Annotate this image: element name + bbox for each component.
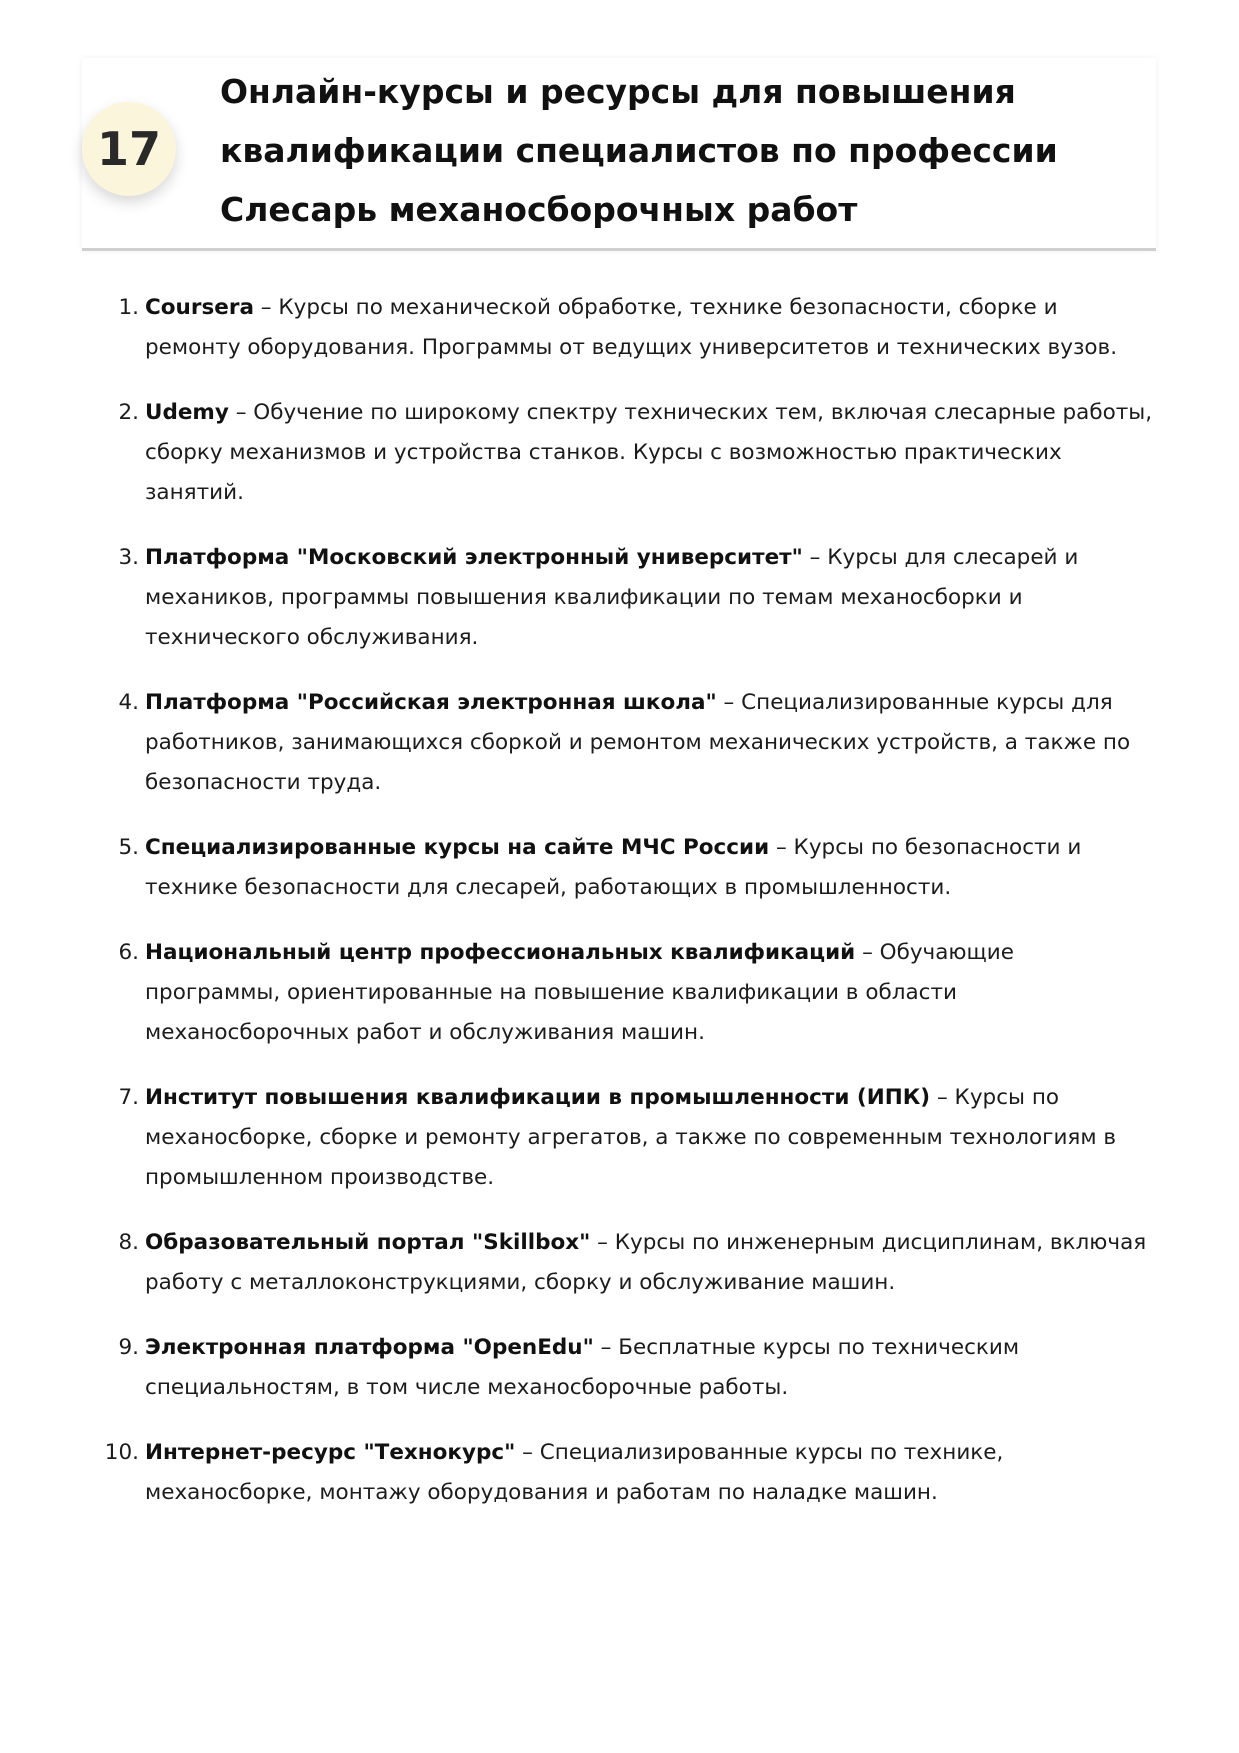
- resource-description: – Обучение по широкому спектру технических тем, включая слесарные работы, сборку механизмов и устройства станков. Курсы с возможностью практических занятий.: [145, 400, 1153, 505]
- item-number: 10.: [104, 1440, 139, 1465]
- item-number: 6.: [118, 940, 139, 965]
- resource-description: – Курсы по безопасности и технике безопасности для слесарей, работающих в промышленности.: [145, 835, 1082, 900]
- list-item: [118, 288, 1155, 368]
- item-number: 3.: [118, 545, 139, 570]
- list-item: [118, 828, 1155, 908]
- list-item: [118, 1223, 1155, 1303]
- resource-description: – Курсы по механической обработке, технике безопасности, сборке и ремонту оборудования. Программы от ведущих университетов и технических вузов.: [145, 295, 1118, 360]
- item-number: 4.: [118, 690, 139, 715]
- title-line: квалификации специалистов по профессии: [220, 131, 1058, 170]
- resource-description: – Курсы по механосборке, сборке и ремонту агрегатов, а также по современным технологиям в промышленном производстве.: [145, 1085, 1117, 1190]
- list-item: [118, 538, 1155, 658]
- chapter-number-badge: 17: [82, 102, 176, 196]
- item-number: 7.: [118, 1085, 139, 1110]
- list-item: [118, 1078, 1155, 1198]
- resource-name: Институт повышения квалификации в промышленности (ИПК): [145, 1085, 931, 1110]
- list-item: [118, 1328, 1155, 1408]
- item-number: 9.: [118, 1335, 139, 1360]
- resource-description: – Обучающие программы, ориентированные на повышение квалификации в области механосборочных работ и обслуживания машин.: [145, 940, 1014, 1045]
- list-item: [104, 1433, 1155, 1513]
- resource-name: Платформа "Московский электронный университет": [145, 545, 803, 570]
- item-number: 5.: [118, 835, 139, 860]
- resource-name: Электронная платформа "OpenEdu": [145, 1335, 594, 1360]
- resource-description: – Специализированные курсы по технике, механосборке, монтажу оборудования и работам по наладке машин.: [145, 1440, 1004, 1505]
- list-item: [118, 683, 1155, 803]
- item-number: 8.: [118, 1230, 139, 1255]
- resource-name: Национальный центр профессиональных квалификаций: [145, 940, 856, 965]
- resource-description: – Специализированные курсы для работников, занимающихся сборкой и ремонтом механических устройств, а также по безопасности труда.: [145, 690, 1131, 795]
- page-title: [220, 62, 1140, 239]
- resource-name: Интернет-ресурс "Технокурс": [145, 1440, 516, 1465]
- resource-name: Образовательный портал "Skillbox": [145, 1230, 591, 1255]
- resource-name: Платформа "Российская электронная школа": [145, 690, 717, 715]
- title-line: Онлайн-курсы и ресурсы для повышения: [220, 72, 1016, 111]
- resource-name: Udemy: [145, 400, 229, 425]
- list-item: [118, 393, 1155, 513]
- title-line: Слесарь механосборочных работ: [220, 190, 858, 229]
- item-number: 2.: [118, 400, 139, 425]
- resource-description: – Курсы по инженерным дисциплинам, включая работу с металлоконструкциями, сборку и обслуживание машин.: [145, 1230, 1147, 1295]
- resource-description: – Курсы для слесарей и механиков, программы повышения квалификации по темам механосборки и технического обслуживания.: [145, 545, 1079, 650]
- resource-list: [0, 288, 1239, 1538]
- item-number: 1.: [118, 295, 139, 320]
- resource-description: – Бесплатные курсы по техническим специальностям, в том числе механосборочные работы.: [145, 1335, 1020, 1400]
- list-item: [118, 933, 1155, 1053]
- resource-name: Coursera: [145, 295, 254, 320]
- resource-name: Специализированные курсы на сайте МЧС России: [145, 835, 770, 860]
